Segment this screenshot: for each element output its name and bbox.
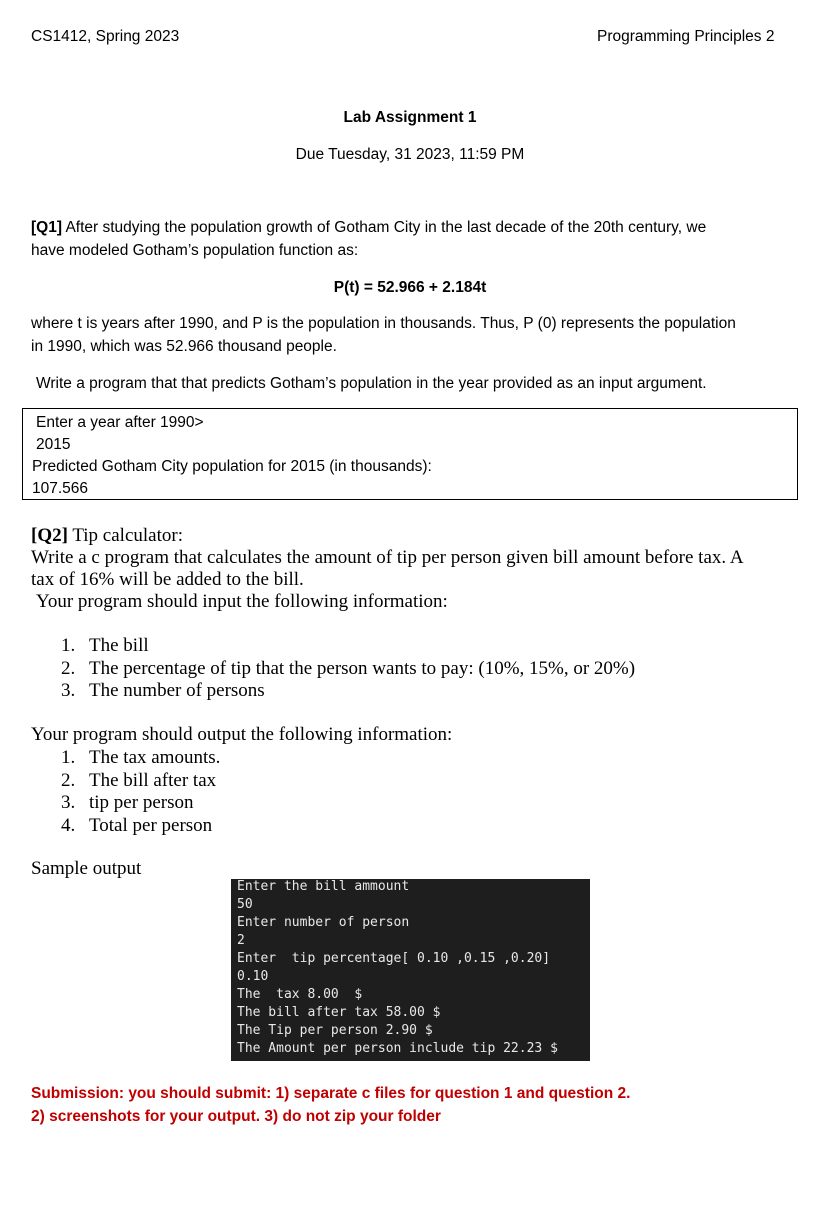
terminal-line: Enter the bill ammount [237, 879, 410, 894]
terminal-line: 2 [237, 933, 245, 948]
q1-sample-line: 2015 [36, 436, 71, 453]
terminal-line: 50 [237, 897, 253, 912]
q2-input-intro: Your program should input the following information: [36, 591, 448, 612]
q1-where-line2: in 1990, which was 52.966 thousand people. [31, 338, 337, 355]
q1-sample-line: Predicted Gotham City population for 2015 (in thousands): [32, 458, 432, 475]
q1-intro-line2: have modeled Gotham’s population function as: [31, 242, 359, 259]
terminal-screenshot [231, 879, 590, 1061]
terminal-line: 0.10 [237, 969, 269, 984]
q1-formula: P(t) = 52.966 + 2.184t [333, 279, 487, 296]
q2-label: [Q2] [31, 525, 68, 546]
sample-output-label: Sample output [31, 858, 142, 879]
q1-where-line1: where t is years after 1990, and P is the population in thousands. Thus, P (0) represents the population [31, 315, 736, 332]
submission-line2: 2) screenshots for your output. 3) do not zip your folder [31, 1108, 441, 1125]
q1-sample-box [22, 408, 798, 500]
header-subject: Programming Principles 2 [597, 28, 775, 45]
terminal-line: Enter number of person [237, 915, 410, 930]
header-course: CS1412, Spring 2023 [31, 28, 180, 45]
submission-line1: Submission: you should submit: 1) separate c files for question 1 and question 2. [31, 1085, 631, 1102]
q1-intro-text: After studying the population growth of Gotham City in the last decade of the 20th century, we [62, 219, 707, 236]
terminal-line: The Amount per person include tip 22.23 $ [237, 1041, 558, 1056]
page-title: Lab Assignment 1 [343, 109, 477, 126]
q2-output-intro: Your program should output the following information: [31, 724, 453, 745]
due-date: Due Tuesday, 31 2023, 11:59 PM [295, 146, 525, 163]
q1-intro-line1 [31, 219, 706, 237]
q2-heading [31, 525, 183, 547]
terminal-line: The Tip per person 2.90 $ [237, 1023, 433, 1038]
q1-task: Write a program that that predicts Gotham’s population in the year provided as an input argument. [36, 375, 707, 392]
q1-sample-line: Enter a year after 1990> [36, 414, 204, 431]
q2-desc-line2: tax of 16% will be added to the bill. [31, 569, 304, 590]
terminal-line: The bill after tax 58.00 $ [237, 1005, 441, 1020]
terminal-line: Enter tip percentage[ 0.10 ,0.15 ,0.20] [237, 951, 551, 966]
q1-label: [Q1] [31, 219, 62, 236]
terminal-line: The tax 8.00 $ [237, 987, 363, 1002]
q2-desc-line1: Write a c program that calculates the amount of tip per person given bill amount before tax. A [31, 547, 744, 568]
q2-title: Tip calculator: [67, 525, 183, 546]
q1-sample-line: 107.566 [32, 480, 89, 497]
